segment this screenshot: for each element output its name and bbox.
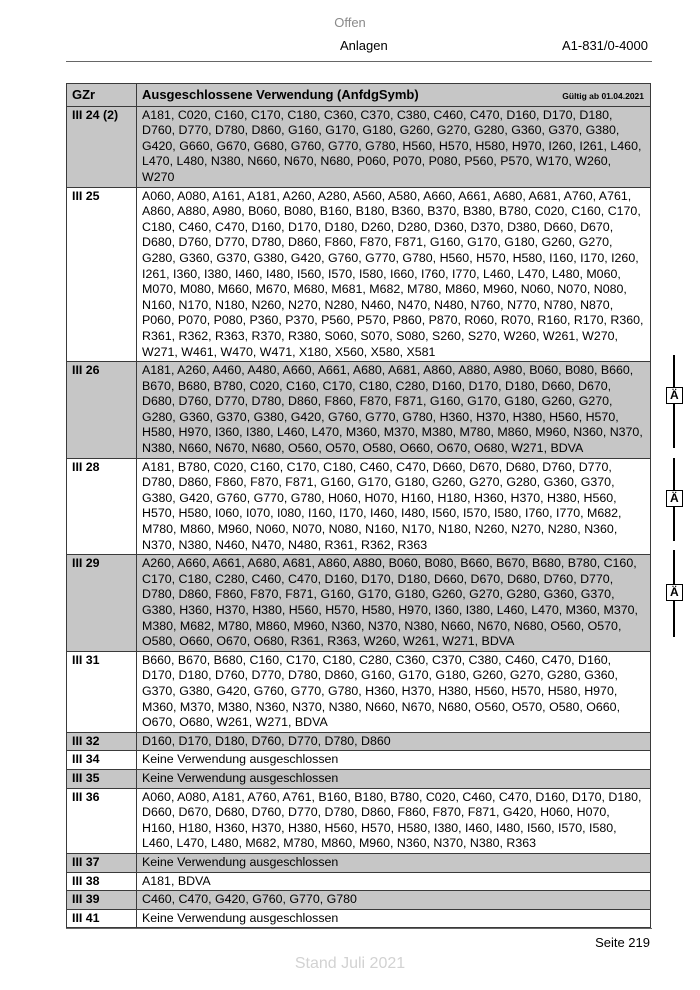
table-row: [67, 909, 651, 928]
excluded-usage-cell: A181, A260, A460, A480, A660, A661, A680, A681, A860, A880, A980, B060, B080, B660, B670, B680, B780, C020, C160, C170, C180, C280, D160, D170, D180, D660, D670, D680, D760, D770, D780, D860, F860, F870, F871, G160, G170, G180, G260, G270, G280, G360, G370, G380, G420, G760, G770, G780, H360, H370, H380, H560, H570, H580, H970, I360, I380, L460, L470, M360, M370, M380, M780, M860, M960, N360, N370, N380, N660, N670, N680, O560, O570, O580, O660, O670, O680, W271, BDVA: [137, 362, 651, 459]
change-bar: [673, 601, 675, 637]
excluded-usage-cell: A181, BDVA: [137, 872, 651, 891]
gzr-cell: III 41: [67, 909, 137, 928]
table-row: [67, 362, 651, 459]
section-title: Anlagen: [340, 38, 388, 53]
gzr-cell: III 37: [67, 853, 137, 872]
gzr-cell: III 38: [67, 872, 137, 891]
change-bar: [673, 550, 675, 584]
change-bar: [673, 404, 675, 448]
gzr-cell: III 35: [67, 769, 137, 788]
gzr-cell: III 31: [67, 651, 137, 732]
excluded-usage-cell: Keine Verwendung ausgeschlossen: [137, 853, 651, 872]
excluded-usage-cell: A260, A660, A661, A680, A681, A860, A880, B060, B080, B660, B670, B680, B780, C160, C170, C180, C280, C460, C470, D160, D170, D180, D660, D670, D680, D760, D770, D780, D860, F860, F870, F871, G160, G170, G180, G260, G270, G280, G360, G370, G380, H360, H370, H380, H560, H570, H580, H970, I360, I380, L460, L470, M360, M370, M380, M682, M780, M860, M960, N360, N370, N380, N660, N670, N680, O560, O570, O580, O660, O670, O680, R361, R363, W260, W261, W271, BDVA: [137, 555, 651, 652]
change-marker-label: Ä: [666, 387, 683, 404]
document-number: A1-831/0-4000: [561, 38, 648, 53]
gzr-cell: III 39: [67, 891, 137, 910]
exclusion-table: [66, 83, 651, 928]
column-header-gzr: GZr: [67, 84, 137, 107]
gzr-cell: III 32: [67, 732, 137, 751]
change-marker: [666, 458, 683, 541]
change-bar: [673, 507, 675, 541]
column-header-usage-label: Ausgeschlossene Verwendung (AnfdgSymb): [142, 87, 419, 102]
table-row: [67, 106, 651, 187]
valid-from-label: Gültig ab 01.04.2021: [562, 91, 644, 101]
table-row: [67, 651, 651, 732]
table-row: [67, 187, 651, 362]
excluded-usage-cell: B660, B670, B680, C160, C170, C180, C280, C360, C370, C380, C460, C470, D160, D170, D180, D760, D770, D780, D860, G160, G170, G180, G260, G270, G280, G360, G370, G380, G420, G760, G770, G780, H360, H370, H380, H560, H570, H580, H970, M360, M370, M380, N360, N370, N380, N660, N670, N680, O560, O570, O580, O660, O670, O680, W261, W271, BDVA: [137, 651, 651, 732]
table-row: [67, 458, 651, 555]
excluded-usage-cell: A181, B780, C020, C160, C170, C180, C460, C470, D660, D670, D680, D760, D770, D780, D860, F860, F870, F871, G160, G170, G180, G260, G270, G280, G360, G370, G380, G420, G760, G770, G780, H060, H070, H160, H180, H360, H370, H380, H560, H570, H580, I060, I070, I080, I160, I170, I460, I480, I560, I570, I580, I760, I770, M682, M780, M860, M960, N060, N070, N080, N160, N170, N180, N260, N270, N280, N360, N370, N380, N460, N470, N480, R361, R362, R363: [137, 458, 651, 555]
gzr-cell: III 28: [67, 458, 137, 555]
table-row: [67, 788, 651, 853]
change-bar: [673, 355, 675, 387]
change-marker: [666, 355, 683, 448]
gzr-cell: III 25: [67, 187, 137, 362]
excluded-usage-cell: D160, D170, D180, D760, D770, D780, D860: [137, 732, 651, 751]
change-marker: [666, 550, 683, 637]
excluded-usage-cell: Keine Verwendung ausgeschlossen: [137, 909, 651, 928]
gzr-cell: III 26: [67, 362, 137, 459]
change-marker-label: Ä: [666, 490, 683, 507]
excluded-usage-cell: C460, C470, G420, G760, G770, G780: [137, 891, 651, 910]
excluded-usage-cell: Keine Verwendung ausgeschlossen: [137, 751, 651, 770]
table-row: [67, 853, 651, 872]
gzr-cell: III 36: [67, 788, 137, 853]
excluded-usage-cell: Keine Verwendung ausgeschlossen: [137, 769, 651, 788]
table-row: [67, 872, 651, 891]
table-row: [67, 891, 651, 910]
edition-watermark: Stand Juli 2021: [294, 955, 406, 972]
gzr-cell: III 34: [67, 751, 137, 770]
table-row: [67, 751, 651, 770]
change-marker-label: Ä: [666, 584, 683, 601]
table-row: [67, 732, 651, 751]
footer-divider: [66, 928, 652, 929]
table-header-row: [67, 84, 651, 107]
table-row: [67, 769, 651, 788]
classification-label: Offen: [334, 15, 366, 30]
header-divider: [66, 61, 652, 62]
excluded-usage-cell: A060, A080, A161, A181, A260, A280, A560, A580, A660, A661, A680, A681, A760, A761, A860, A880, A980, B060, B080, B160, B180, B360, B370, B380, B780, C020, C160, C170, C180, C460, C470, D160, D170, D180, D260, D280, D360, D370, D380, D660, D670, D680, D760, D770, D780, D860, F860, F870, F871, G160, G170, G180, G260, G270, G280, G360, G370, G380, G420, G760, G770, G780, H560, H570, H580, I160, I170, I260, I261, I360, I380, I460, I480, I560, I570, I580, I660, I760, I770, L460, L470, L480, M060, M070, M080, M660, M670, M680, M681, M682, M780, M860, M960, N060, N070, N080, N160, N170, N180, N260, N270, N280, N460, N470, N480, N760, N770, N780, N870, P060, P070, P080, P360, P370, P560, P570, P860, P870, R060, R070, R160, R170, R360, R361, R362, R363, R370, R380, S060, S070, S080, S260, S270, W260, W261, W270, W271, W461, W470, W471, X180, X560, X580, X581: [137, 187, 651, 362]
page-number: Seite 219: [595, 935, 650, 950]
gzr-cell: III 29: [67, 555, 137, 652]
column-header-usage: [137, 84, 651, 107]
excluded-usage-cell: A060, A080, A181, A760, A761, B160, B180, B780, C020, C460, C470, D160, D170, D180, D660, D670, D680, D760, D770, D780, D860, F860, F870, F871, G420, H060, H070, H160, H180, H360, H370, H380, H560, H570, H580, I380, I460, I480, I560, I570, I580, L460, L470, L480, M682, M780, M860, M960, N360, N370, N380, R363: [137, 788, 651, 853]
change-bar: [673, 458, 675, 490]
gzr-cell: III 24 (2): [67, 106, 137, 187]
excluded-usage-cell: A181, C020, C160, C170, C180, C360, C370, C380, C460, C470, D160, D170, D180, D760, D770, D780, D860, G160, G170, G180, G260, G270, G280, G360, G370, G380, G420, G660, G670, G680, G760, G770, G780, H560, H570, H580, H970, I260, I261, L460, L470, L480, N380, N660, N670, N680, P060, P070, P080, P560, P570, W170, W260, W270: [137, 106, 651, 187]
table-row: [67, 555, 651, 652]
